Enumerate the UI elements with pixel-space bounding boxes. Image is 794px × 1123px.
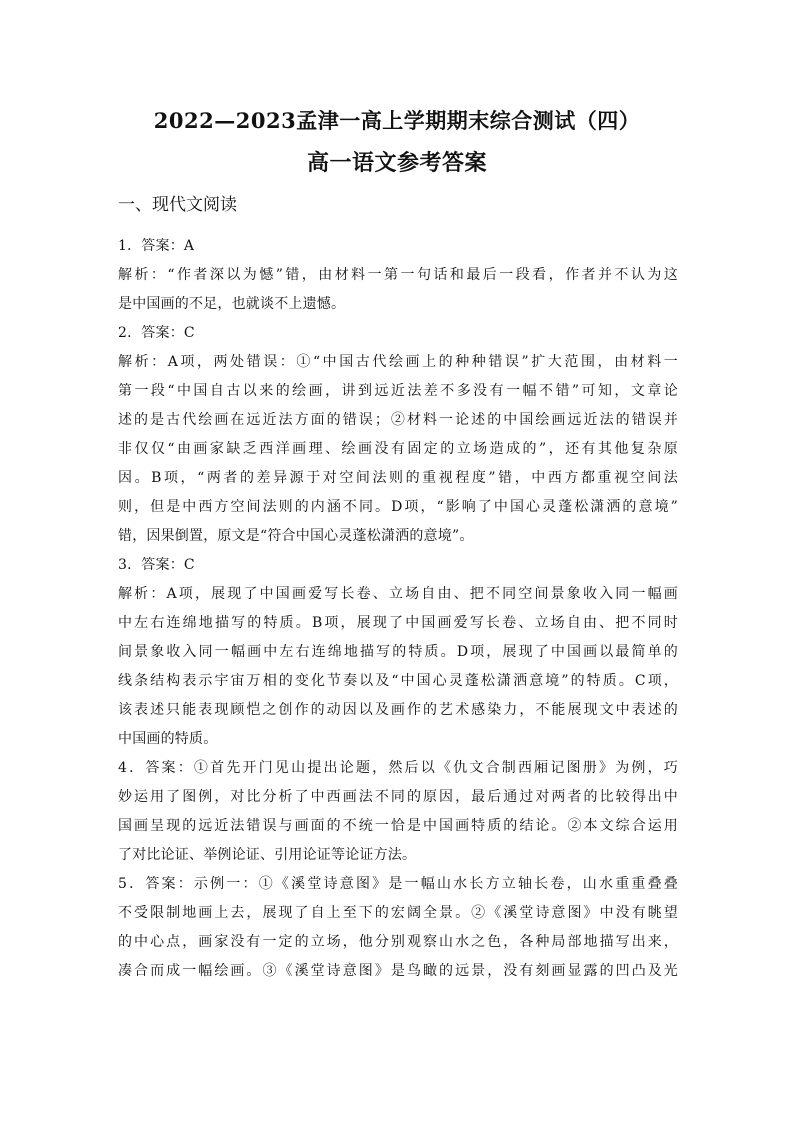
text-line: 则，但是中西方空间法则的内涵不同。D项，“影响了中国心灵蓬松潇洒的意境” <box>118 499 678 515</box>
text-line: 解析：A项，两处错误：①“中国古代绘画上的种种错误”扩大范围，由材料一 <box>118 354 678 370</box>
text-line: 凑合而成一幅绘画。③《溪堂诗意图》是鸟瞰的远景，没有刻画显露的凹凸及光 <box>118 963 678 979</box>
text-line: 错，因果倒置，原文是“符合中国心灵蓬松潇洒的意境”。 <box>118 528 474 544</box>
text-line: 的中心点，画家没有一定的立场，他分别观察山水之色，各种局部地描写出来， <box>118 934 678 950</box>
text-line: 该表述只能表现顾恺之创作的动因以及画作的艺术感染力，不能展现文中表述的 <box>118 702 678 718</box>
text-line: 是中国画的不足，也就谈不上遗憾。 <box>118 296 346 312</box>
text-line: 间景象收入同一幅画中左右连绵地描写的特质。D项，展现了中国画以最简单的 <box>118 644 678 660</box>
text-line: 1．答案：A <box>118 238 195 254</box>
text-line: 因。B项，“两者的差异源于对空间法则的重视程度”错，中西方都重视空间法 <box>118 470 678 486</box>
text-line: 妙运用了图例，对比分析了中西画法不同的原因，最后通过对两者的比较得出中 <box>118 789 678 805</box>
text-line: 第一段“中国自古以来的绘画，讲到远近法差不多没有一幅不错”可知，文章论 <box>118 383 678 399</box>
text-line: 了对比论证、举例论证、引用论证等论证方法。 <box>118 847 417 863</box>
text-line: 中左右连绵地描写的特质。B项，展现了中国画爱写长卷、立场自由、把不同时 <box>118 615 678 631</box>
text-line: 5．答案：示例一：①《溪堂诗意图》是一幅山水长方立轴长卷，山水重重叠叠 <box>118 876 678 892</box>
document-title: 2022—2023孟津一高上学期期末综合测试（四） <box>153 108 641 133</box>
text-line: 线条结构表示宇宙万相的变化节奏以及“中国心灵蓬松潇洒意境”的特质。C项， <box>118 673 678 689</box>
text-line: 2．答案：C <box>118 325 195 341</box>
text-line: 非仅仅“由画家缺乏西洋画理、绘画没有固定的立场造成的”，还有其他复杂原 <box>118 441 678 457</box>
text-line: 4．答案：①首先开门见山提出论题，然后以《仇文合制西厢记图册》为例，巧 <box>118 760 678 776</box>
text-line: 不受限制地画上去，展现了自上至下的宏阔全景。②《溪堂诗意图》中没有眺望 <box>118 905 678 921</box>
text-line: 中国画的特质。 <box>118 731 218 747</box>
answer-body <box>118 232 678 986</box>
text-line: 3．答案：C <box>118 557 195 573</box>
text-line: 述的是古代绘画在远近法方面的错误；②材料一论述的中国绘画远近法的错误并 <box>118 412 678 428</box>
text-line: 解析：“作者深以为憾”错，由材料一第一句话和最后一段看，作者并不认为这 <box>118 267 678 283</box>
section-heading: 一、现代文阅读 <box>118 195 237 215</box>
document-subtitle: 高一语文参考答案 <box>306 150 487 176</box>
text-line: 国画呈现的远近法错误与画面的不统一恰是中国画特质的结论。②本文综合运用 <box>118 818 678 834</box>
text-line: 解析：A项，展现了中国画爱写长卷、立场自由、把不同空间景象收入同一幅画 <box>118 586 678 602</box>
